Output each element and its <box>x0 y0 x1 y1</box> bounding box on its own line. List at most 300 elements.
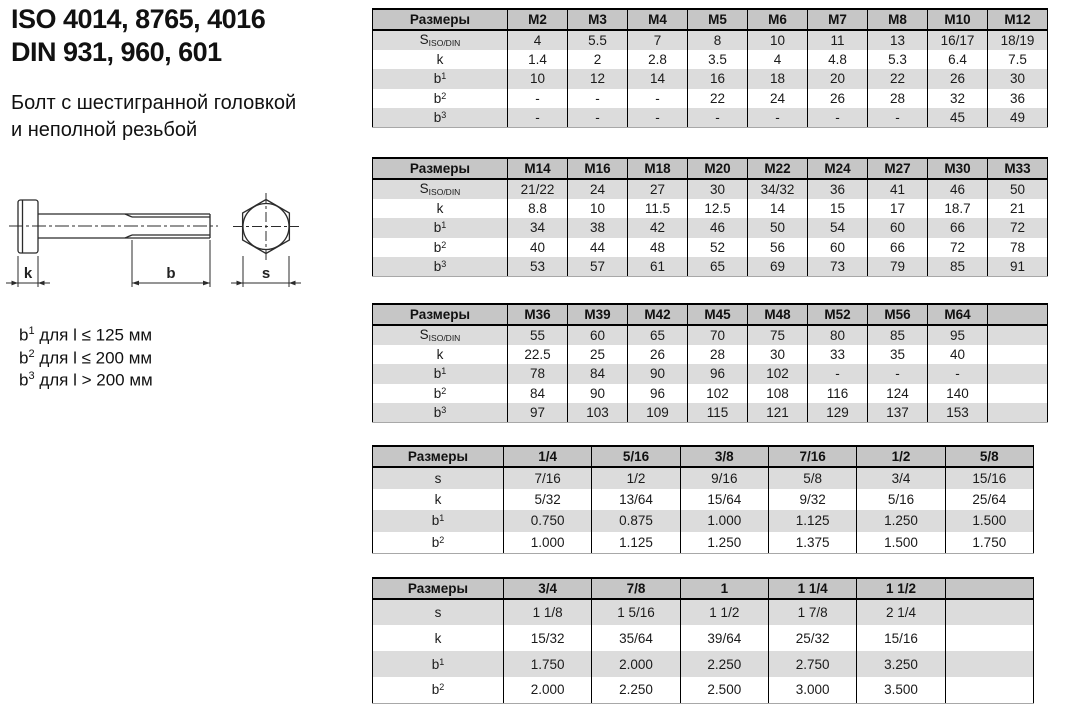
title-block <box>11 3 265 69</box>
size-column-header: 5/16 <box>592 446 680 467</box>
b-arrow-right <box>203 281 210 286</box>
note-b2 <box>19 345 153 368</box>
value-cell: - <box>628 89 688 109</box>
table-row <box>373 364 1048 384</box>
value-cell: 15/16 <box>945 467 1033 489</box>
table-row <box>373 218 1048 238</box>
inch-table-1 <box>372 445 1034 554</box>
value-cell: 91 <box>988 257 1048 277</box>
value-cell: 12.5 <box>688 199 748 219</box>
value-cell: 96 <box>628 384 688 404</box>
page-title-din: DIN 931, 960, 601 <box>11 36 222 67</box>
value-cell: 11.5 <box>628 199 688 219</box>
value-cell: 9/32 <box>768 489 856 511</box>
s-arrow-right <box>289 281 296 286</box>
value-cell: 7/16 <box>504 467 592 489</box>
value-cell: 57 <box>568 257 628 277</box>
value-cell: 10 <box>748 30 808 50</box>
row-label: $b^2$ <box>373 532 504 554</box>
value-cell: 13 <box>868 30 928 50</box>
size-column-header: M14 <box>508 158 568 179</box>
value-cell: 8.8 <box>508 199 568 219</box>
value-cell <box>988 403 1048 423</box>
table-row <box>373 532 1034 554</box>
table-row <box>373 50 1048 70</box>
value-cell: 5.5 <box>568 30 628 50</box>
k-arrow-right <box>38 281 45 286</box>
value-cell: 73 <box>808 257 868 277</box>
value-cell: 26 <box>928 69 988 89</box>
value-cell <box>945 625 1033 651</box>
row-label: $b^3$ <box>373 403 508 423</box>
value-cell: 22.5 <box>508 345 568 365</box>
value-cell <box>945 599 1033 625</box>
value-cell: 129 <box>808 403 868 423</box>
size-column-header <box>945 578 1033 599</box>
size-column-header: 1 1/2 <box>857 578 945 599</box>
row-label: $b^1$ <box>373 510 504 532</box>
size-column-header: M39 <box>568 304 628 325</box>
value-cell: 61 <box>628 257 688 277</box>
value-cell: - <box>568 89 628 109</box>
value-cell: 69 <box>748 257 808 277</box>
value-cell: 53 <box>508 257 568 277</box>
table-row <box>373 108 1048 128</box>
value-cell: 25/32 <box>768 625 856 651</box>
size-column-header: 1/2 <box>857 446 945 467</box>
value-cell: 11 <box>808 30 868 50</box>
value-cell: 84 <box>508 384 568 404</box>
value-cell: 22 <box>688 89 748 109</box>
table-row <box>373 651 1034 677</box>
value-cell: 36 <box>988 89 1048 109</box>
value-cell: 34 <box>508 218 568 238</box>
value-cell: 153 <box>928 403 988 423</box>
note-b2-base: b <box>19 348 29 368</box>
value-cell: 22 <box>868 69 928 89</box>
value-cell: 35/64 <box>592 625 680 651</box>
value-cell: 1.500 <box>945 510 1033 532</box>
table-row <box>373 325 1048 345</box>
value-cell: 38 <box>568 218 628 238</box>
value-cell: - <box>868 364 928 384</box>
size-column-header: M7 <box>808 9 868 30</box>
value-cell: 36 <box>808 179 868 199</box>
metric-table-2-holder <box>372 157 1048 277</box>
size-column-header: 1 <box>680 578 768 599</box>
k-dimension-label: k <box>23 265 33 282</box>
value-cell: 4 <box>508 30 568 50</box>
size-column-header: M4 <box>628 9 688 30</box>
row-label: s <box>373 467 504 489</box>
size-column-header <box>988 304 1048 325</box>
metric-table-1-holder <box>372 8 1048 128</box>
value-cell: 10 <box>508 69 568 89</box>
table-row <box>373 677 1034 703</box>
inch-table-2 <box>372 577 1034 704</box>
note-b1-sup: 1 <box>28 325 35 337</box>
value-cell: 5.3 <box>868 50 928 70</box>
size-column-header: M48 <box>748 304 808 325</box>
size-column-header: M5 <box>688 9 748 30</box>
value-cell: 90 <box>568 384 628 404</box>
value-cell: - <box>508 89 568 109</box>
row-label: s <box>373 599 504 625</box>
value-cell: 18 <box>748 69 808 89</box>
size-column-header: 1 1/4 <box>768 578 856 599</box>
value-cell: 75 <box>748 325 808 345</box>
value-cell: 5/16 <box>857 489 945 511</box>
note-b2-sup: 2 <box>28 347 35 360</box>
value-cell: 12 <box>568 69 628 89</box>
value-cell: 66 <box>868 238 928 258</box>
metric-table-3 <box>372 303 1048 423</box>
value-cell: 18.7 <box>928 199 988 219</box>
value-cell: 44 <box>568 238 628 258</box>
subtitle-line-1: Болт с шестигранной головкой <box>11 92 297 114</box>
value-cell: 2 1/4 <box>857 599 945 625</box>
table-row <box>373 403 1048 423</box>
value-cell: 32 <box>928 89 988 109</box>
size-column-header: M18 <box>628 158 688 179</box>
value-cell: 41 <box>868 179 928 199</box>
note-b1-text: для l ≤ 125 мм <box>34 325 153 345</box>
value-cell: 25/64 <box>945 489 1033 511</box>
value-cell: 2.250 <box>592 677 680 703</box>
table-header-row <box>373 9 1048 30</box>
value-cell: 65 <box>688 257 748 277</box>
value-cell: 1 1/2 <box>680 599 768 625</box>
value-cell: 28 <box>688 345 748 365</box>
size-column-header: M10 <box>928 9 988 30</box>
value-cell: 7 <box>628 30 688 50</box>
note-b1 <box>19 322 153 345</box>
table-row <box>373 89 1048 109</box>
value-cell: 85 <box>868 325 928 345</box>
value-cell: 30 <box>748 345 808 365</box>
value-cell: 109 <box>628 403 688 423</box>
row-label: k <box>373 199 508 219</box>
value-cell: 140 <box>928 384 988 404</box>
value-cell: 97 <box>508 403 568 423</box>
value-cell: 1.000 <box>680 510 768 532</box>
value-cell: 3.500 <box>857 677 945 703</box>
value-cell: 0.750 <box>504 510 592 532</box>
table-row <box>373 30 1048 50</box>
value-cell: 2.000 <box>592 651 680 677</box>
page-title-iso: ISO 4014, 8765, 4016 <box>11 4 266 34</box>
value-cell: 3.000 <box>768 677 856 703</box>
value-cell: 60 <box>808 238 868 258</box>
size-column-header: M42 <box>628 304 688 325</box>
sizes-header-cell: Размеры <box>373 446 504 467</box>
size-column-header: 5/8 <box>945 446 1033 467</box>
value-cell: 9/16 <box>680 467 768 489</box>
value-cell: 50 <box>988 179 1048 199</box>
value-cell: 72 <box>988 218 1048 238</box>
row-label: $b^1$ <box>373 651 504 677</box>
metric-table-1 <box>372 8 1048 128</box>
value-cell: 4.8 <box>808 50 868 70</box>
value-cell: 6.4 <box>928 50 988 70</box>
value-cell: 42 <box>628 218 688 238</box>
value-cell: 3/4 <box>857 467 945 489</box>
value-cell: 48 <box>628 238 688 258</box>
value-cell: - <box>568 108 628 128</box>
value-cell <box>988 364 1048 384</box>
row-label: k <box>373 50 508 70</box>
value-cell: - <box>688 108 748 128</box>
value-cell: 54 <box>808 218 868 238</box>
value-cell: 79 <box>868 257 928 277</box>
size-column-header: M6 <box>748 9 808 30</box>
row-label: $b^2$ <box>373 238 508 258</box>
size-column-header: M22 <box>748 158 808 179</box>
value-cell: 1.500 <box>857 532 945 554</box>
value-cell: 27 <box>628 179 688 199</box>
metric-table-2 <box>372 157 1048 277</box>
value-cell: 116 <box>808 384 868 404</box>
table-header-row <box>373 446 1034 467</box>
value-cell: 56 <box>748 238 808 258</box>
value-cell: 24 <box>748 89 808 109</box>
size-column-header: 3/4 <box>504 578 592 599</box>
row-label: $b^3$ <box>373 257 508 277</box>
value-cell: 1.750 <box>945 532 1033 554</box>
value-cell: - <box>868 108 928 128</box>
value-cell: 2.250 <box>680 651 768 677</box>
value-cell: 16 <box>688 69 748 89</box>
row-label: $b^1$ <box>373 69 508 89</box>
note-b3 <box>19 367 153 390</box>
size-column-header: 1/4 <box>504 446 592 467</box>
value-cell: 5/32 <box>504 489 592 511</box>
value-cell: 35 <box>868 345 928 365</box>
row-label: $b^1$ <box>373 364 508 384</box>
value-cell: 78 <box>508 364 568 384</box>
value-cell: 13/64 <box>592 489 680 511</box>
inch-table-2-holder <box>372 577 1034 704</box>
value-cell: 24 <box>568 179 628 199</box>
value-cell: 26 <box>808 89 868 109</box>
s-dimension-label: s <box>261 265 271 282</box>
value-cell: - <box>508 108 568 128</box>
value-cell: 115 <box>688 403 748 423</box>
size-column-header: M30 <box>928 158 988 179</box>
note-b3-base: b <box>19 370 29 390</box>
value-cell <box>988 345 1048 365</box>
value-cell: 60 <box>868 218 928 238</box>
table-row <box>373 69 1048 89</box>
row-label: $b^3$ <box>373 108 508 128</box>
size-column-header: M8 <box>868 9 928 30</box>
table-row <box>373 345 1048 365</box>
table-row <box>373 489 1034 511</box>
value-cell: 7.5 <box>988 50 1048 70</box>
value-cell: 5/8 <box>768 467 856 489</box>
value-cell: 1.250 <box>680 532 768 554</box>
metric-table-3-holder <box>372 303 1048 423</box>
sizes-header-cell: Размеры <box>373 9 508 30</box>
value-cell: 2.750 <box>768 651 856 677</box>
value-cell: 28 <box>868 89 928 109</box>
value-cell: 1 1/8 <box>504 599 592 625</box>
value-cell: 95 <box>928 325 988 345</box>
table-row <box>373 467 1034 489</box>
value-cell: 1 5/16 <box>592 599 680 625</box>
value-cell: - <box>748 108 808 128</box>
value-cell: 85 <box>928 257 988 277</box>
note-b2-text: для l ≤ 200 мм <box>34 348 153 368</box>
value-cell: 8 <box>688 30 748 50</box>
value-cell: 15/16 <box>857 625 945 651</box>
value-cell: - <box>808 364 868 384</box>
value-cell: 72 <box>928 238 988 258</box>
table-row <box>373 599 1034 625</box>
value-cell: 15/64 <box>680 489 768 511</box>
value-cell: 124 <box>868 384 928 404</box>
size-column-header: 3/8 <box>680 446 768 467</box>
value-cell: - <box>928 364 988 384</box>
value-cell: 1.4 <box>508 50 568 70</box>
size-column-header: M3 <box>568 9 628 30</box>
value-cell: 137 <box>868 403 928 423</box>
row-label: $b^2$ <box>373 677 504 703</box>
row-label: $S_{ISO/DIN}$ <box>373 325 508 345</box>
size-column-header: M64 <box>928 304 988 325</box>
table-header-row <box>373 158 1048 179</box>
row-label: $b^2$ <box>373 384 508 404</box>
size-column-header: M12 <box>988 9 1048 30</box>
value-cell: - <box>628 108 688 128</box>
value-cell: 108 <box>748 384 808 404</box>
row-label: $S_{ISO/DIN}$ <box>373 30 508 50</box>
size-column-header: 7/16 <box>768 446 856 467</box>
size-column-header: 7/8 <box>592 578 680 599</box>
value-cell: 40 <box>508 238 568 258</box>
size-column-header: M36 <box>508 304 568 325</box>
value-cell: 103 <box>568 403 628 423</box>
value-cell: 18/19 <box>988 30 1048 50</box>
value-cell: 1.125 <box>592 532 680 554</box>
size-column-header: M27 <box>868 158 928 179</box>
value-cell: 96 <box>688 364 748 384</box>
value-cell: 55 <box>508 325 568 345</box>
notes-block <box>19 322 153 390</box>
value-cell: 46 <box>928 179 988 199</box>
value-cell: 2 <box>568 50 628 70</box>
sizes-header-cell: Размеры <box>373 578 504 599</box>
value-cell: 70 <box>688 325 748 345</box>
table-header-row <box>373 304 1048 325</box>
row-label: k <box>373 345 508 365</box>
row-label: $S_{ISO/DIN}$ <box>373 179 508 199</box>
value-cell: 84 <box>568 364 628 384</box>
value-cell: 50 <box>748 218 808 238</box>
value-cell: 1.250 <box>857 510 945 532</box>
bolt-drawing-svg <box>5 190 305 308</box>
note-b1-base: b <box>19 325 29 345</box>
row-label: $b^1$ <box>373 218 508 238</box>
value-cell: 66 <box>928 218 988 238</box>
note-b3-sup: 3 <box>28 370 35 383</box>
b-arrow-left <box>132 281 139 286</box>
value-cell: 1.375 <box>768 532 856 554</box>
b-dimension-label: b <box>166 265 176 282</box>
value-cell: 1.750 <box>504 651 592 677</box>
size-column-header: M16 <box>568 158 628 179</box>
table-header-row <box>373 578 1034 599</box>
size-column-header: M2 <box>508 9 568 30</box>
value-cell: 60 <box>568 325 628 345</box>
value-cell: 30 <box>988 69 1048 89</box>
bolt-technical-drawing <box>5 190 305 308</box>
value-cell: 52 <box>688 238 748 258</box>
value-cell: 1.000 <box>504 532 592 554</box>
value-cell: 15/32 <box>504 625 592 651</box>
note-b3-text: для l > 200 мм <box>34 370 153 390</box>
sizes-header-cell: Размеры <box>373 304 508 325</box>
value-cell: 10 <box>568 199 628 219</box>
subtitle-line-2: и неполной резьбой <box>11 119 198 141</box>
value-cell: 2.000 <box>504 677 592 703</box>
table-row <box>373 199 1048 219</box>
table-row <box>373 179 1048 199</box>
table-row <box>373 238 1048 258</box>
value-cell: 17 <box>868 199 928 219</box>
table-row <box>373 384 1048 404</box>
value-cell: 3.5 <box>688 50 748 70</box>
value-cell: 16/17 <box>928 30 988 50</box>
value-cell: 21/22 <box>508 179 568 199</box>
value-cell: 78 <box>988 238 1048 258</box>
s-arrow-left <box>237 281 244 286</box>
table-row <box>373 625 1034 651</box>
value-cell: 0.875 <box>592 510 680 532</box>
value-cell: 46 <box>688 218 748 238</box>
value-cell <box>988 384 1048 404</box>
size-column-header: M45 <box>688 304 748 325</box>
value-cell: 20 <box>808 69 868 89</box>
value-cell: 121 <box>748 403 808 423</box>
size-column-header: M24 <box>808 158 868 179</box>
row-label: k <box>373 625 504 651</box>
value-cell: 40 <box>928 345 988 365</box>
value-cell: 80 <box>808 325 868 345</box>
table-row <box>373 510 1034 532</box>
subtitle-block <box>11 90 296 144</box>
sizes-header-cell: Размеры <box>373 158 508 179</box>
value-cell: 33 <box>808 345 868 365</box>
value-cell: 14 <box>628 69 688 89</box>
value-cell: 1/2 <box>592 467 680 489</box>
value-cell: 39/64 <box>680 625 768 651</box>
value-cell: 26 <box>628 345 688 365</box>
row-label: k <box>373 489 504 511</box>
value-cell <box>945 651 1033 677</box>
value-cell: 21 <box>988 199 1048 219</box>
value-cell <box>945 677 1033 703</box>
value-cell: 90 <box>628 364 688 384</box>
inch-table-1-holder <box>372 445 1034 554</box>
value-cell: 1 7/8 <box>768 599 856 625</box>
value-cell <box>988 325 1048 345</box>
size-column-header: M52 <box>808 304 868 325</box>
value-cell: 25 <box>568 345 628 365</box>
k-arrow-left <box>12 281 19 286</box>
value-cell: 14 <box>748 199 808 219</box>
value-cell: 45 <box>928 108 988 128</box>
